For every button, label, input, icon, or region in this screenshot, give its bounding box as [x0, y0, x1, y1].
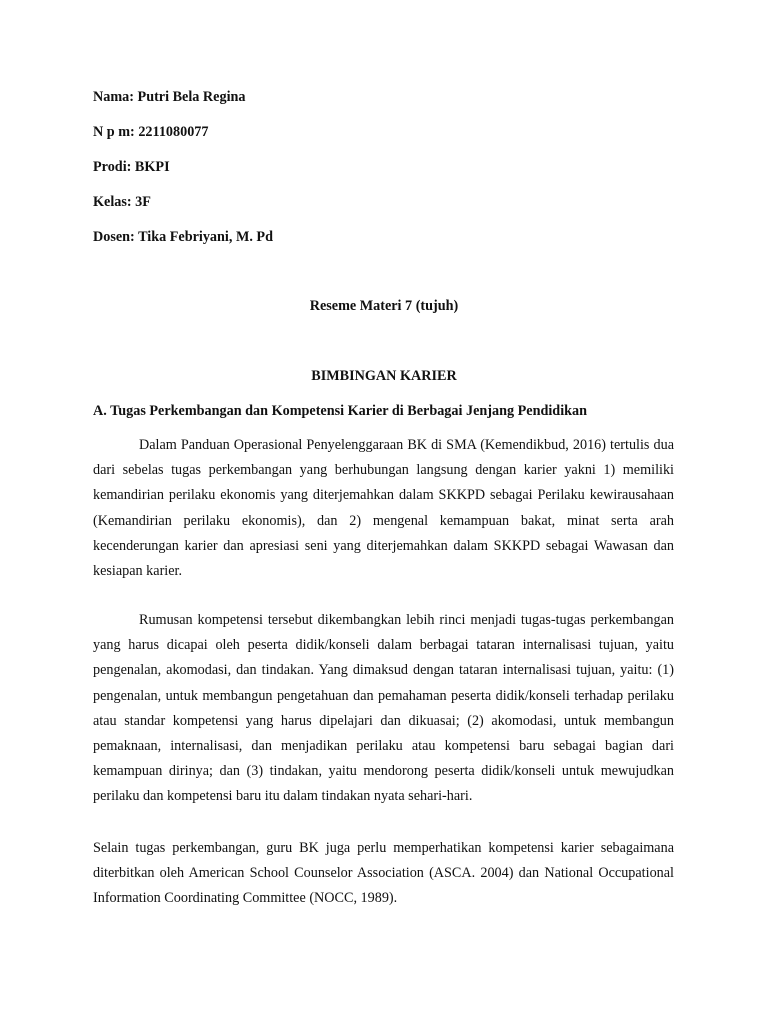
student-prodi: Prodi: BKPI — [93, 159, 170, 175]
subsection-title: A. Tugas Perkembangan dan Kompetensi Karier di Berbagai Jenjang Pendidikan — [93, 403, 588, 419]
student-npm: N p m: 2211080077 — [93, 124, 209, 140]
document-title: Reseme Materi 7 (tujuh) — [309, 298, 459, 314]
paragraph-2: Rumusan kompetensi tersebut dikembangkan lebih rinci menjadi tugas-tugas perkembangan yang harus dicapai oleh peserta didik/konseli dalam berbagai tataran internalisasi tujuan, yaitu pengenalan, akomodasi, dan tindakan. Yang dimaksud dengan tataran internalisasi tujuan, yaitu: (1) pengenalan, untuk membangun pengetahuan dan pemahaman peserta didik/konseli terhadap perilaku atau standar kompetensi yang harus dipelajari dan dikuasai; (2) akomodasi, untuk membangun pemaknaan, internalisasi, dan menjadikan perilaku atau kompetensi baru sebagai bagian dari kemampuan dirinya; dan (3) tindakan, yaitu mendorong peserta didik/konseli untuk mewujudkan perilaku dan kompetensi baru itu dalam tindakan nyata sehari-hari. — [93, 612, 674, 805]
student-name: Nama: Putri Bela Regina — [93, 89, 246, 105]
paragraph-3: Selain tugas perkembangan, guru BK juga perlu memperhatikan kompetensi karier sebagaimana diterbitkan oleh American School Counselor Association (ASCA. 2004) dan National Occupational Information Coordinating Committee (NOCC, 1989). — [93, 840, 674, 907]
paragraph-1: Dalam Panduan Operasional Penyelenggaraan BK di SMA (Kemendikbud, 2016) tertulis dua dari sebelas tugas perkembangan yang berhubungan langsung dengan karier yakni 1) memiliki kemandirian perilaku ekonomis yang diterjemahkan dalam SKKPD sebagai Perilaku kewirausahaan (Kemandirian perilaku ekonomis), dan 2) mengenal kemampuan bakat, minat serta arah kecenderungan karier dan apresiasi seni yang diterjemahkan dalam SKKPD sebagai Wawasan dan kesiapan karier. — [93, 437, 674, 580]
student-kelas: Kelas: 3F — [93, 194, 151, 210]
lecturer-name: Dosen: Tika Febriyani, M. Pd — [93, 229, 273, 245]
section-title: BIMBINGAN KARIER — [311, 368, 457, 384]
